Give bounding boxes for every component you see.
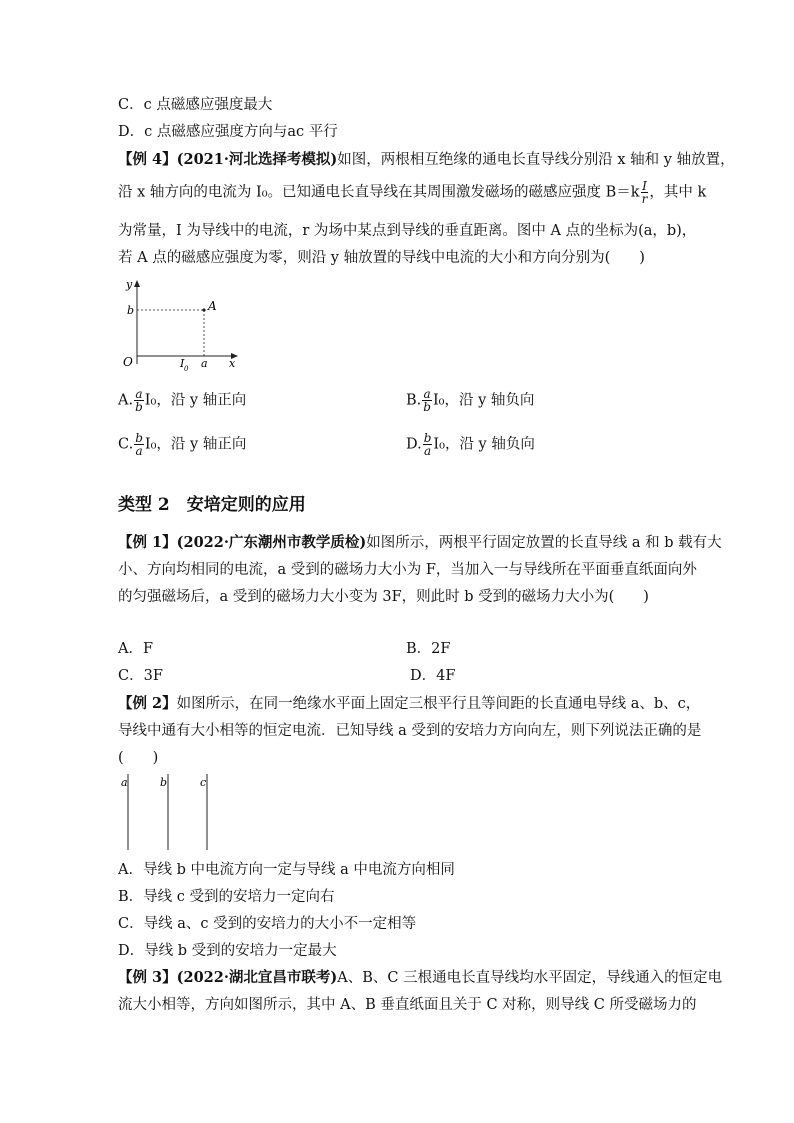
ex1-tag: 【例 1】(2022·广东潮州市教学质检) [118, 534, 367, 551]
point-a-marker [202, 308, 205, 311]
fig-b-label: b [127, 304, 135, 317]
ex4-text-1: 如图，两根相互绝缘的通电长直导线分别沿 x 轴和 y 轴放置， [337, 152, 735, 168]
fig-y-label: y [126, 278, 133, 291]
prev-option-d: D．c 点磁感应强度方向与ac 平行 [118, 124, 338, 140]
fig-x-label: x [229, 357, 236, 370]
fraction-den: b [135, 400, 143, 414]
option-fraction [134, 388, 144, 413]
formula-numerator: I [642, 179, 647, 193]
y-axis-arrow [134, 280, 140, 287]
ex1-option-b[interactable]: B．2F [406, 641, 451, 657]
option-fraction [422, 388, 432, 413]
ex4-text-2b: ，其中 k [649, 184, 707, 201]
wire-b-label: b [160, 776, 168, 789]
ex4-axis-figure [118, 278, 248, 373]
option-text: I₀，沿 y 轴负向 [432, 392, 535, 409]
ex4-line4: 若 A 点的磁感应强度为零，则沿 y 轴放置的导线中电流的大小和方向分别为( ) [118, 250, 645, 266]
ex2-line3: ( ) [118, 750, 159, 766]
ex2-option-a[interactable]: A．导线 b 中电流方向一定与导线 a 中电流方向相同 [118, 862, 455, 878]
ex1-option-d[interactable]: D．4F [410, 668, 456, 684]
ex1-option-a[interactable]: A．F [118, 641, 154, 657]
formula-denominator: r [641, 192, 648, 206]
ex2-line2: 导线中通有大小相等的恒定电流．已知导线 a 受到的安培力方向向左，则下列说法正确的是 [118, 723, 702, 739]
fraction-num: b [135, 431, 143, 445]
option-text: I₀，沿 y 轴正向 [144, 392, 247, 409]
fraction-num: b [423, 431, 432, 445]
prev-option-c: C．c 点磁感应强度最大 [118, 97, 273, 113]
fig-current-sub: 0 [184, 365, 189, 373]
ex2-wires-figure [118, 772, 218, 852]
ex4-tag: 【例 4】(2021·河北选择考模拟) [118, 151, 338, 168]
ex4-line3: 为常量，I 为导线中的电流，r 为场中某点到导线的垂直距离。图中 A 点的坐标为(a，b)， [118, 223, 697, 239]
wire-c-label: c [200, 776, 207, 789]
option-letter: C. [118, 436, 134, 453]
option-letter: A. [118, 392, 134, 409]
fig-a-label: a [201, 357, 208, 370]
fig-origin-label: O [123, 355, 133, 369]
ex3-line1 [118, 968, 722, 988]
ex1-line2: 小、方向均相同的电流，a 受到的磁场力大小为 F，当加入一与导线所在平面垂直纸面向外 [118, 562, 697, 578]
fraction-num: a [135, 387, 143, 401]
ex4-option-c[interactable] [118, 432, 246, 457]
ex4-formula-fraction [641, 180, 649, 205]
section-title: 类型 2 安培定则的应用 [118, 495, 306, 515]
ex3-tag: 【例 3】(2022·湖北宜昌市联考) [118, 969, 338, 986]
fig-point-label: A [208, 299, 217, 313]
ex4-text-2a: 沿 x 轴方向的电流为 I₀。已知通电长直导线在其周围激发磁场的磁感应强度 B＝k [118, 184, 640, 201]
ex4-line1 [118, 150, 735, 170]
ex2-option-b[interactable]: B．导线 c 受到的安培力一定向右 [118, 889, 335, 905]
ex2-option-c[interactable]: C．导线 a、c 受到的安培力的大小不一定相等 [118, 916, 417, 932]
ex3-line2: 流大小相等，方向如图所示，其中 A、B 垂直纸面且关于 C 对称，则导线 C 所受磁场力的 [118, 997, 697, 1013]
ex1-option-c[interactable]: C．3F [118, 668, 163, 684]
ex2-option-d[interactable]: D．导线 b 受到的安培力一定最大 [118, 943, 337, 959]
ex1-text-1: 如图所示，两根平行固定放置的长直导线 a 和 b 载有大 [366, 535, 722, 551]
fraction-den: a [423, 444, 432, 458]
ex4-line2 [118, 180, 706, 205]
wire-a-label: a [121, 776, 128, 789]
option-fraction [423, 432, 433, 457]
ex2-text-1: 如图所示，在同一绝缘水平面上固定三根平行且等间距的长直通电导线 a、b、c， [176, 696, 701, 712]
option-text: I₀，沿 y 轴正向 [144, 436, 247, 453]
ex4-option-b[interactable] [406, 388, 534, 413]
fraction-den: b [423, 400, 431, 414]
fig-current-label: I [180, 357, 185, 370]
option-letter: B. [406, 392, 422, 409]
option-fraction [134, 432, 144, 457]
ex4-option-a[interactable] [118, 388, 246, 413]
ex4-option-d[interactable] [406, 432, 535, 457]
option-letter: D. [406, 436, 422, 453]
ex1-line3: 的匀强磁场后，a 受到的磁场力大小变为 3F，则此时 b 受到的磁场力大小为( ) [118, 589, 649, 605]
fraction-den: a [135, 444, 143, 458]
ex1-line1 [118, 533, 722, 553]
ex3-text-1: A、B、C 三根通电长直导线均水平固定，导线通入的恒定电 [337, 970, 723, 986]
ex2-tag: 【例 2】 [118, 695, 177, 712]
fraction-num: a [423, 387, 431, 401]
option-text: I₀，沿 y 轴负向 [433, 436, 535, 453]
ex2-line1 [118, 694, 700, 714]
